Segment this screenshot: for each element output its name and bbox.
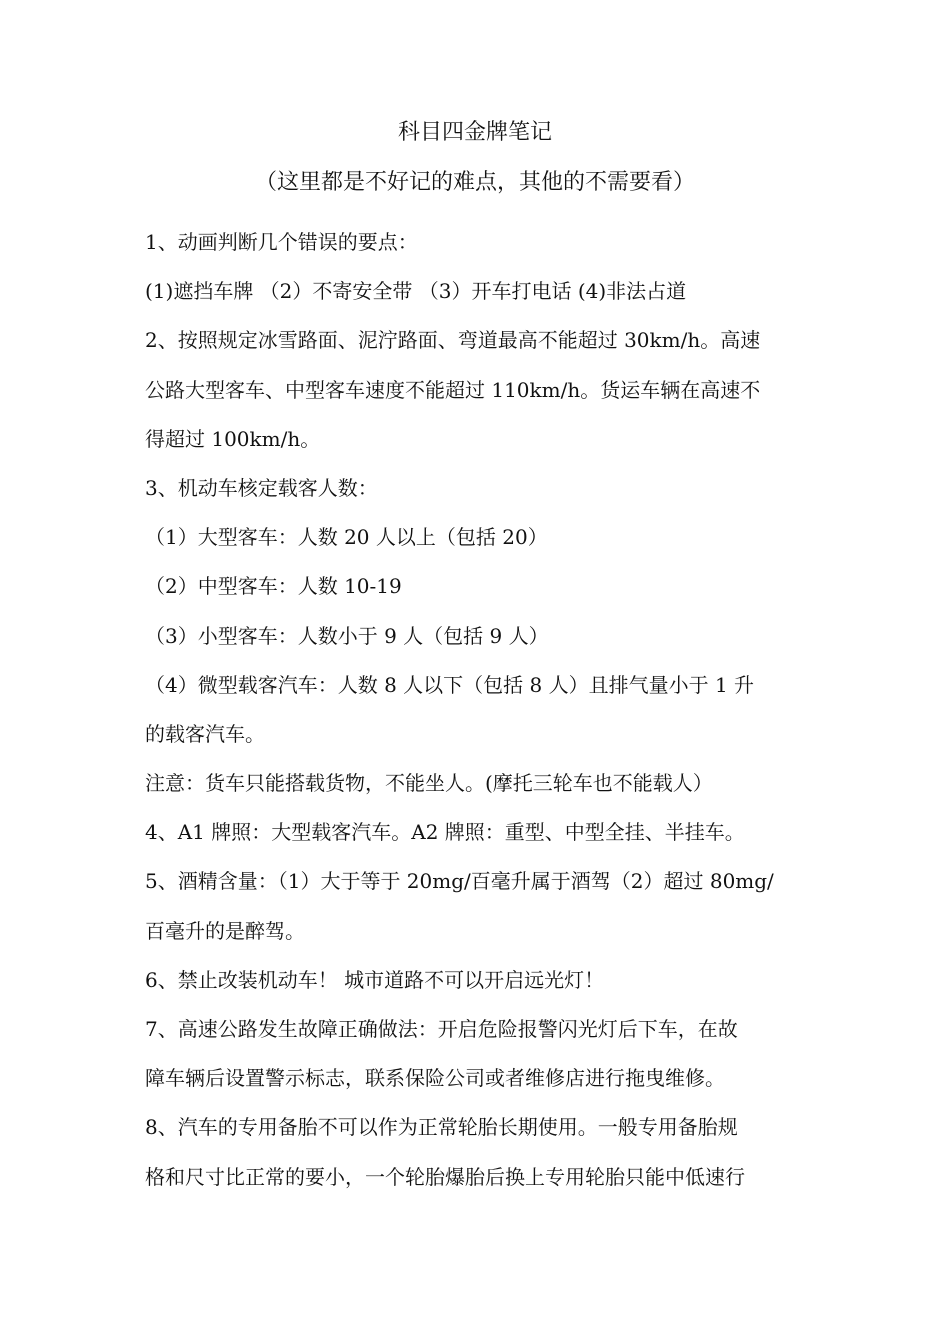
paragraph-line: 8、汽车的专用备胎不可以作为正常轮胎长期使用。一般专用备胎规 xyxy=(145,1115,738,1140)
paragraph-line: 2、按照规定冰雪路面、泥泞路面、弯道最高不能超过 30km/h。高速 xyxy=(145,328,761,353)
paragraph-line: 公路大型客车、中型客车速度不能超过 110km/h。货运车辆在高速不 xyxy=(145,377,761,402)
paragraph-line: （4）微型载客汽车：人数 8 人以下（包括 8 人）且排气量小于 1 升 xyxy=(145,672,755,697)
paragraph-line: （2）中型客车：人数 10-19 xyxy=(145,574,402,599)
paragraph-line: 5、酒精含量：（1）大于等于 20mg/百毫升属于酒驾（2）超过 80mg/ xyxy=(145,869,774,894)
paragraph-line: 得超过 100km/h。 xyxy=(145,426,321,451)
paragraph-line: 注意：货车只能搭载货物，不能坐人。(摩托三轮车也不能载人） xyxy=(145,771,713,796)
document-subtitle: （这里都是不好记的难点，其他的不需要看） xyxy=(254,170,695,195)
paragraph-line: 6、禁止改装机动车！ 城市道路不可以开启远光灯！ xyxy=(145,967,605,992)
paragraph-line: 1、动画判断几个错误的要点： xyxy=(145,230,418,254)
paragraph-line: 格和尺寸比正常的要小，一个轮胎爆胎后换上专用轮胎只能中低速行 xyxy=(145,1164,745,1189)
document-title: 科目四金牌笔记 xyxy=(397,120,552,145)
paragraph-line: 百毫升的是醉驾。 xyxy=(145,918,305,943)
paragraph-line: 7、高速公路发生故障正确做法：开启危险报警闪光灯后下车，在故 xyxy=(145,1017,738,1041)
paragraph-line: （1）大型客车：人数 20 人以上（包括 20） xyxy=(145,525,548,550)
paragraph-line: 的载客汽车。 xyxy=(145,721,265,746)
paragraph-line: 3、机动车核定载客人数： xyxy=(145,475,378,500)
document-body xyxy=(145,218,815,1202)
paragraph-line: （3）小型客车：人数小于 9 人（包括 9 人） xyxy=(145,623,549,648)
paragraph-line: 4、A1 牌照：大型载客汽车。A2 牌照：重型、中型全挂、半挂车。 xyxy=(145,820,745,845)
paragraph-line: (1)遮挡车牌 （2）不寄安全带 （3）开车打电话 (4)非法占道 xyxy=(145,279,687,304)
paragraph-line: 障车辆后设置警示标志，联系保险公司或者维修店进行拖曳维修。 xyxy=(145,1066,725,1091)
